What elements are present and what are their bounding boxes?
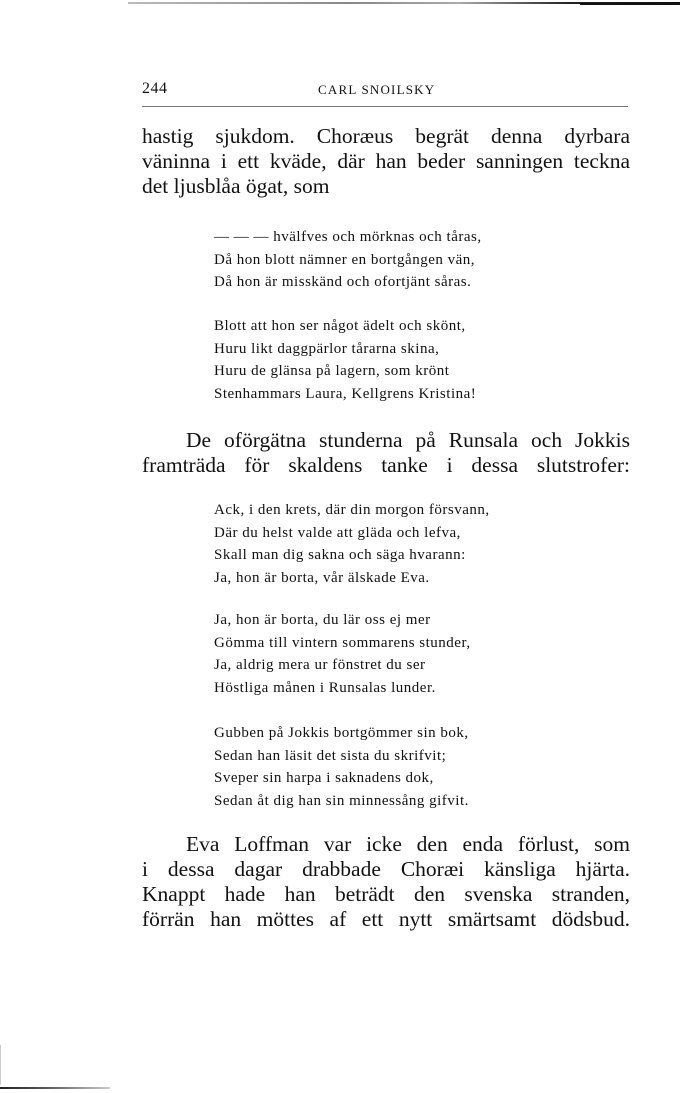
poem-1-stanza-1 [214, 226, 482, 294]
paragraph-2 [142, 428, 630, 478]
page-number: 244 [142, 80, 168, 97]
text-line: väninna i ett kväde, där han beder sanningen teckna [142, 149, 630, 173]
text-line: De oförgätna stunderna på Runsala och Jokkis [186, 428, 630, 452]
poem-2-stanza-3 [214, 722, 469, 812]
verse-line: Gubben på Jokkis bortgömmer sin bok, [214, 725, 469, 741]
verse-line: Då hon är misskänd och ofortjänt såras. [214, 274, 472, 290]
text-line: i dessa dagar drabbade Choræi känsliga hjärta. [142, 857, 630, 881]
text-line: det ljusblåa ögat, som [142, 174, 330, 198]
verse-line: Höstliga månen i Runsalas lunder. [214, 679, 436, 696]
verse-line: Ja, hon är borta, vår älskade Eva. [214, 569, 430, 586]
paragraph-1 [142, 124, 630, 199]
verse-line: Stenhammars Laura, Kellgrens Kristina! [214, 385, 477, 402]
scan-edge-bottom [0, 1087, 110, 1089]
verse-line: Sedan åt dig han sin minnessång gifvit. [214, 792, 469, 809]
running-title: CARL SNOILSKY [318, 82, 436, 97]
text-line: hastig sjukdom. Choræus begrät denna dyrbara [142, 124, 630, 148]
verse-line: Ja, hon är borta, du lär oss ej mer [214, 612, 431, 628]
text-line: Knappt hade han beträdt den svenska stranden, [142, 882, 630, 906]
poem-2-stanza-1 [214, 499, 490, 589]
paragraph-3 [142, 832, 630, 932]
verse-line: Sedan han läsit det sista du skrifvit; [214, 747, 447, 764]
poem-1-stanza-2 [214, 315, 476, 405]
verse-line: Ja, aldrig mera ur fönstret du ser [214, 657, 426, 673]
poem-2-stanza-2 [214, 609, 471, 699]
verse-line: Skall man dig sakna och säga hvarann: [214, 547, 466, 563]
text-line: Eva Loffman var icke den enda förlust, som [186, 832, 630, 856]
text-line: förrän han möttes af ett nytt smärtsamt dödsbud. [142, 907, 630, 931]
verse-line: Då hon blott nämner en bortgången vän, [214, 251, 476, 268]
header-rule [142, 106, 628, 107]
verse-line: Huru likt daggpärlor tårarna skina, [214, 340, 440, 357]
scan-edge-left [0, 1045, 1, 1085]
verse-line: Där du helst valde att gläda och lefva, [214, 524, 461, 541]
verse-line: Gömma till vintern sommarens stunder, [214, 634, 471, 651]
verse-line: — — — hvälfves och mörknas och tåras, [214, 229, 482, 245]
page-header [142, 80, 628, 104]
verse-line: Blott att hon ser något ädelt och skönt, [214, 318, 466, 334]
scan-edge-top-right [580, 3, 680, 5]
text-line: framträda för skaldens tanke i dessa slutstrofer: [142, 453, 630, 477]
verse-line: Ack, i den krets, där din morgon försvann, [214, 502, 490, 518]
verse-line: Sveper sin harpa i saknadens dok, [214, 770, 434, 786]
verse-line: Huru de glänsa på lagern, som krönt [214, 363, 450, 379]
